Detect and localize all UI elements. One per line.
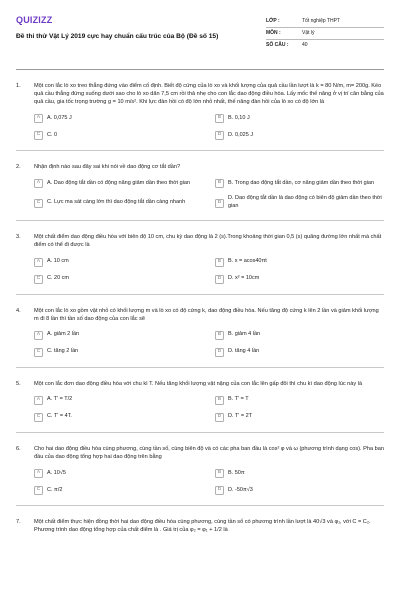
option-letter-box[interactable]: D [215,486,224,495]
option-text: C. 0 [47,131,58,138]
question-block [16,445,384,506]
meta-table [266,16,384,52]
option-text: D. 0,025 J [228,131,254,138]
meta-value: Tốt nghiệp THPT [302,17,340,24]
question-divider [16,150,384,151]
question-divider [16,367,384,368]
answer-option[interactable] [215,395,384,406]
meta-label: LỚP : [266,17,280,24]
question-number: 7. [16,519,21,526]
question-body [34,163,384,211]
header-left [16,14,218,42]
option-letter-box[interactable]: D [215,131,224,140]
answer-options [34,395,384,423]
answer-option[interactable] [215,130,384,141]
option-letter-box[interactable]: D [215,348,224,357]
question-number: 1. [16,83,21,89]
meta-label: SỐ CÂU : [266,42,289,49]
question-divider [16,220,384,221]
question-number: 5. [16,380,21,387]
option-letter-box[interactable]: D [215,199,224,208]
meta-value: 40 [302,42,308,49]
option-letter-box[interactable]: A [34,396,43,405]
quizizz-logo: QUIZIZZ [16,15,53,25]
option-text: D. x² = 10cm [228,275,260,282]
option-text: B. 50π [228,469,245,476]
option-text: B. Trong dao động tắt dần, cơ năng giảm dần theo thời gian [228,179,375,186]
option-text: A. 0,075 J [47,114,72,121]
option-text: C. π/2 [47,486,63,493]
question-list [16,82,384,534]
question-block [16,518,384,534]
option-text: A. 10√5 [47,469,66,476]
question-block [16,307,384,368]
meta-row-subject [266,28,384,40]
answer-option[interactable] [34,347,203,358]
question-body [34,445,384,496]
answer-option[interactable] [34,485,203,496]
question [16,307,384,358]
option-letter-box[interactable]: B [215,331,224,340]
meta-row-count [266,40,384,52]
question-body [34,82,384,141]
option-letter-box[interactable]: A [34,179,43,188]
option-text: B. x = acos40πt [228,258,267,265]
question-divider [16,432,384,433]
answer-options [34,468,384,496]
answer-option[interactable] [34,130,203,141]
option-text: A. Dao động tắt dần có động năng giảm dần theo thời gian [47,179,191,186]
option-letter-box[interactable]: A [34,331,43,340]
question-number: 4. [16,307,21,314]
question-text: Cho hai dao động điều hòa cùng phương, cùng tần số, cùng biên độ và có các pha ban đầu là cos² φ và ω (phương trình dạng cos). Pha ban đầu của dao động tổng hợp hai dao động trên bằng [34,445,384,461]
answer-option[interactable] [34,274,203,285]
option-letter-box[interactable]: D [215,413,224,422]
question-number: 3. [16,234,21,241]
question-text: Một con lắc lò xo treo thẳng đứng vào điểm cố định. Biết độ cứng của lò xo và khối lượng của quả cầu lần lượt là k = 80 N/m, m= 200g. Kéo quả cầu thẳng đứng xuống dưới sao cho lò xo dãn 7,5 cm rồi thả nhẹ cho con lắc dao động điều hòa. Lấy mốc thế năng ở vị trí cân bằng của quả cầu, gia tốc trọng trường g = 10 m/s². Khi lực đàn hồi có độ lớn nhỏ nhất, thế năng đàn hồi của lò xo có độ lớn là [34,83,384,106]
answer-option[interactable] [34,330,203,341]
question-block [16,233,384,294]
answer-option[interactable] [34,412,203,423]
meta-row-class [266,16,384,28]
question-block [16,380,384,433]
question-text: Một chất điểm thực hiện đồng thời hai dao động điều hòa cùng phương, cùng tần số có phương trình lần lượt là 40√3 và φ₁, với C = C₂. Phương trình dao động tổng hợp của chất điểm là . Giá trị của φ₂ = φ₁ + 1/2 là [34,519,371,534]
answer-option[interactable] [215,347,384,358]
answer-option[interactable] [215,257,384,268]
option-letter-box[interactable]: B [215,396,224,405]
option-letter-box[interactable]: B [215,179,224,188]
option-text: C. T' = 4T. [47,413,72,420]
option-letter-box[interactable]: A [34,258,43,267]
meta-label: MÔN : [266,29,281,36]
question-body [34,307,384,358]
question-divider [16,294,384,295]
answer-option[interactable] [215,485,384,496]
option-text: D. T' = 2T [228,413,253,420]
option-text: C. Lực ma sát càng lớn thì dao động tắt dần càng nhanh [47,199,186,206]
question-body [34,233,384,284]
option-letter-box[interactable]: A [34,469,43,478]
option-text: D. Dao động tắt dần là dao động có biên độ giảm dần theo thời gian [228,195,382,210]
answer-option[interactable] [34,113,203,124]
answer-option[interactable] [215,412,384,423]
option-letter-box[interactable]: A [34,114,43,123]
answer-option[interactable] [215,468,384,479]
answer-options [34,330,384,358]
page-title: Đề thi thử Vật Lý 2019 cực hay chuẩn cấu trúc của Bộ (Đề số 15) [16,33,219,41]
answer-options [34,257,384,285]
answer-options [34,113,384,141]
question-block [16,82,384,151]
question-body [34,518,384,534]
question-text: Một chất điểm dao động điều hòa với biên độ 10 cm, chu kỳ dao động là 2 (s).Trong khoảng thời gian 0,5 (s) quãng đường lớn nhất mà chất điểm có thể đi được là [34,234,382,249]
option-letter-box[interactable]: B [215,114,224,123]
answer-option[interactable] [215,330,384,341]
option-text: C. tăng 2 lần [47,348,79,355]
answer-options [34,178,384,211]
question-divider [16,505,384,506]
question-text: Một con lắc lò xo gồm vật nhỏ có khối lượng m và lò xo có độ cứng k, dao động điều hòa. Nếu tăng độ cứng k lên 2 lần và giảm khối lượng m đi 8 lần thì tần số dao động của con lắc sẽ [34,307,379,322]
question-number: 2. [16,164,21,171]
option-text: B. giảm 4 lần [228,331,261,338]
question [16,82,384,141]
option-letter-box[interactable]: C [34,413,43,422]
question [16,163,384,211]
question-block [16,163,384,221]
question [16,445,384,496]
option-text: A. 10 cm [47,258,69,265]
answer-option[interactable] [34,468,203,479]
question-text: Một con lắc đơn dao động điều hòa với chu kì T. Nếu tăng khối lượng vật nặng của con lắc lên gấp đôi thì chu kì dao động lúc này là [34,380,363,387]
question [16,380,384,423]
answer-option[interactable] [215,178,384,189]
header [16,14,384,70]
option-letter-box[interactable]: D [215,275,224,284]
question [16,518,384,534]
option-letter-box[interactable]: C [34,486,43,495]
question [16,233,384,284]
answer-option[interactable] [34,395,203,406]
option-text: B. 0,10 J [228,114,250,121]
answer-option[interactable] [34,257,203,268]
question-text: Nhận định nào sau đây sai khi nói về dao động cơ tắt dần? [34,164,181,171]
option-letter-box[interactable]: B [215,258,224,267]
answer-option[interactable] [215,274,384,285]
answer-option[interactable] [215,195,384,211]
answer-option[interactable] [34,178,203,189]
option-text: A. giảm 2 lần [47,331,80,338]
option-text: D. -50π√3 [228,486,253,493]
option-letter-box[interactable]: B [215,469,224,478]
option-letter-box[interactable]: C [34,348,43,357]
option-letter-box[interactable]: C [34,199,43,208]
meta-value: Vật lý [302,29,315,36]
option-text: C. 20 cm [47,275,70,282]
option-text: B. T' = T [228,396,249,403]
question-body [34,380,384,423]
option-letter-box[interactable]: C [34,131,43,140]
answer-option[interactable] [34,195,203,211]
answer-option[interactable] [215,113,384,124]
option-text: D. tăng 4 lần [228,348,260,355]
option-text: A. T' = T/2 [47,396,73,403]
option-letter-box[interactable]: C [34,275,43,284]
question-number: 6. [16,445,21,452]
